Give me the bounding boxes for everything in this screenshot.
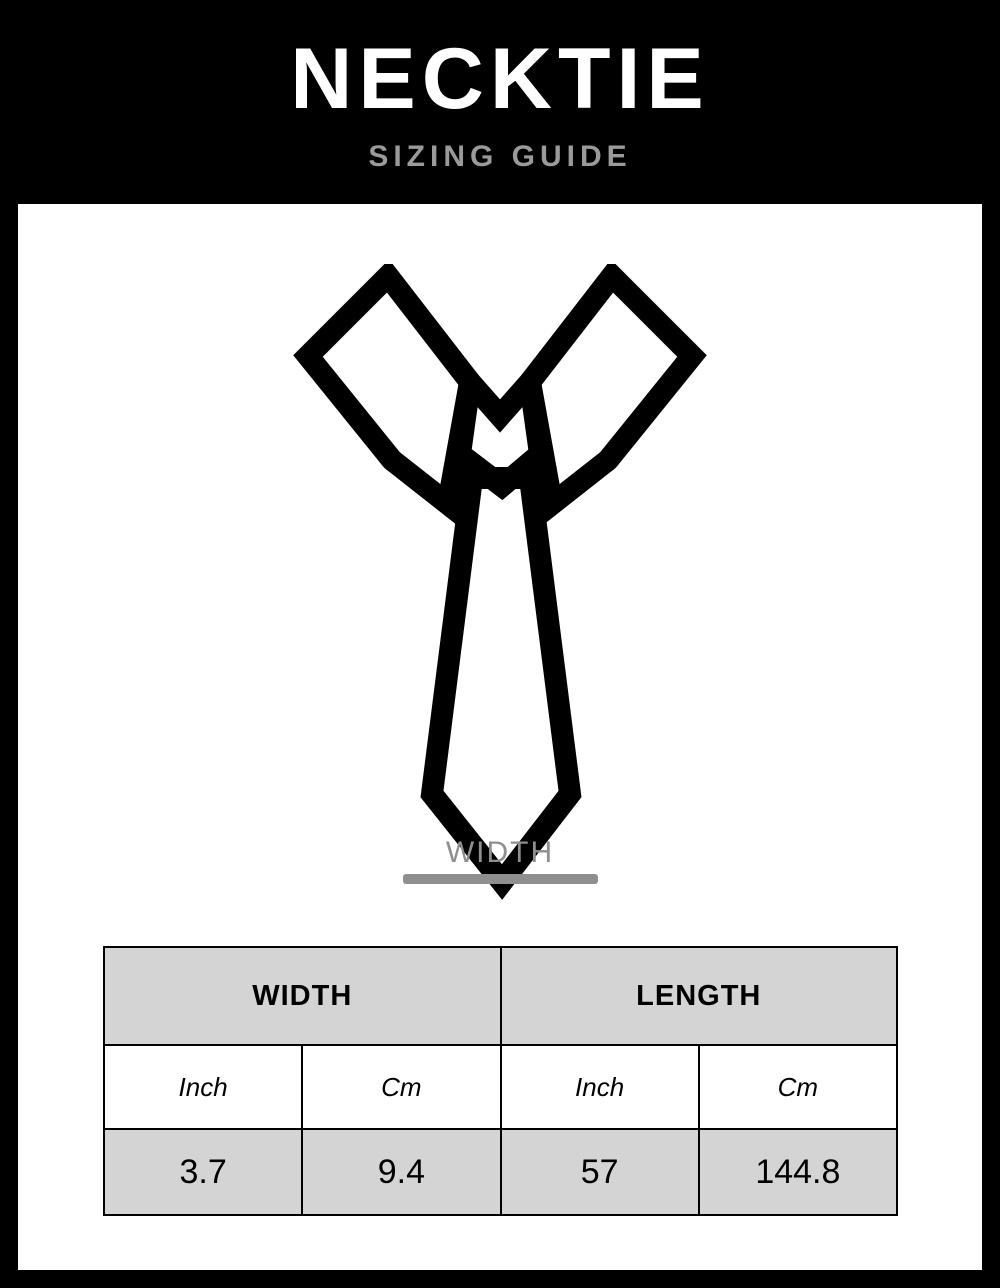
value-width-cm: 9.4: [302, 1129, 500, 1215]
value-length-cm: 144.8: [699, 1129, 897, 1215]
width-measure-label: WIDTH: [445, 836, 555, 869]
header: [0, 0, 1000, 204]
page-title: NECKTIE: [290, 31, 710, 127]
table-row-unit-headers: [104, 1045, 897, 1129]
necktie-illustration: [18, 264, 982, 944]
group-header-width: WIDTH: [104, 947, 501, 1045]
unit-header-width-inch: Inch: [104, 1045, 302, 1129]
unit-header-length-cm: Cm: [699, 1045, 897, 1129]
necktie-outline-icon: [240, 264, 760, 904]
width-measure-bar: [403, 874, 598, 884]
group-header-length: LENGTH: [501, 947, 898, 1045]
content-panel: [18, 204, 982, 1270]
table-row-values: [104, 1129, 897, 1215]
unit-header-width-cm: Cm: [302, 1045, 500, 1129]
size-table: [103, 946, 898, 1216]
unit-header-length-inch: Inch: [501, 1045, 699, 1129]
size-table-wrapper: [103, 946, 898, 1216]
page-subtitle: SIZING GUIDE: [368, 140, 632, 173]
value-width-inch: 3.7: [104, 1129, 302, 1215]
table-row-group-headers: [104, 947, 897, 1045]
value-length-inch: 57: [501, 1129, 699, 1215]
